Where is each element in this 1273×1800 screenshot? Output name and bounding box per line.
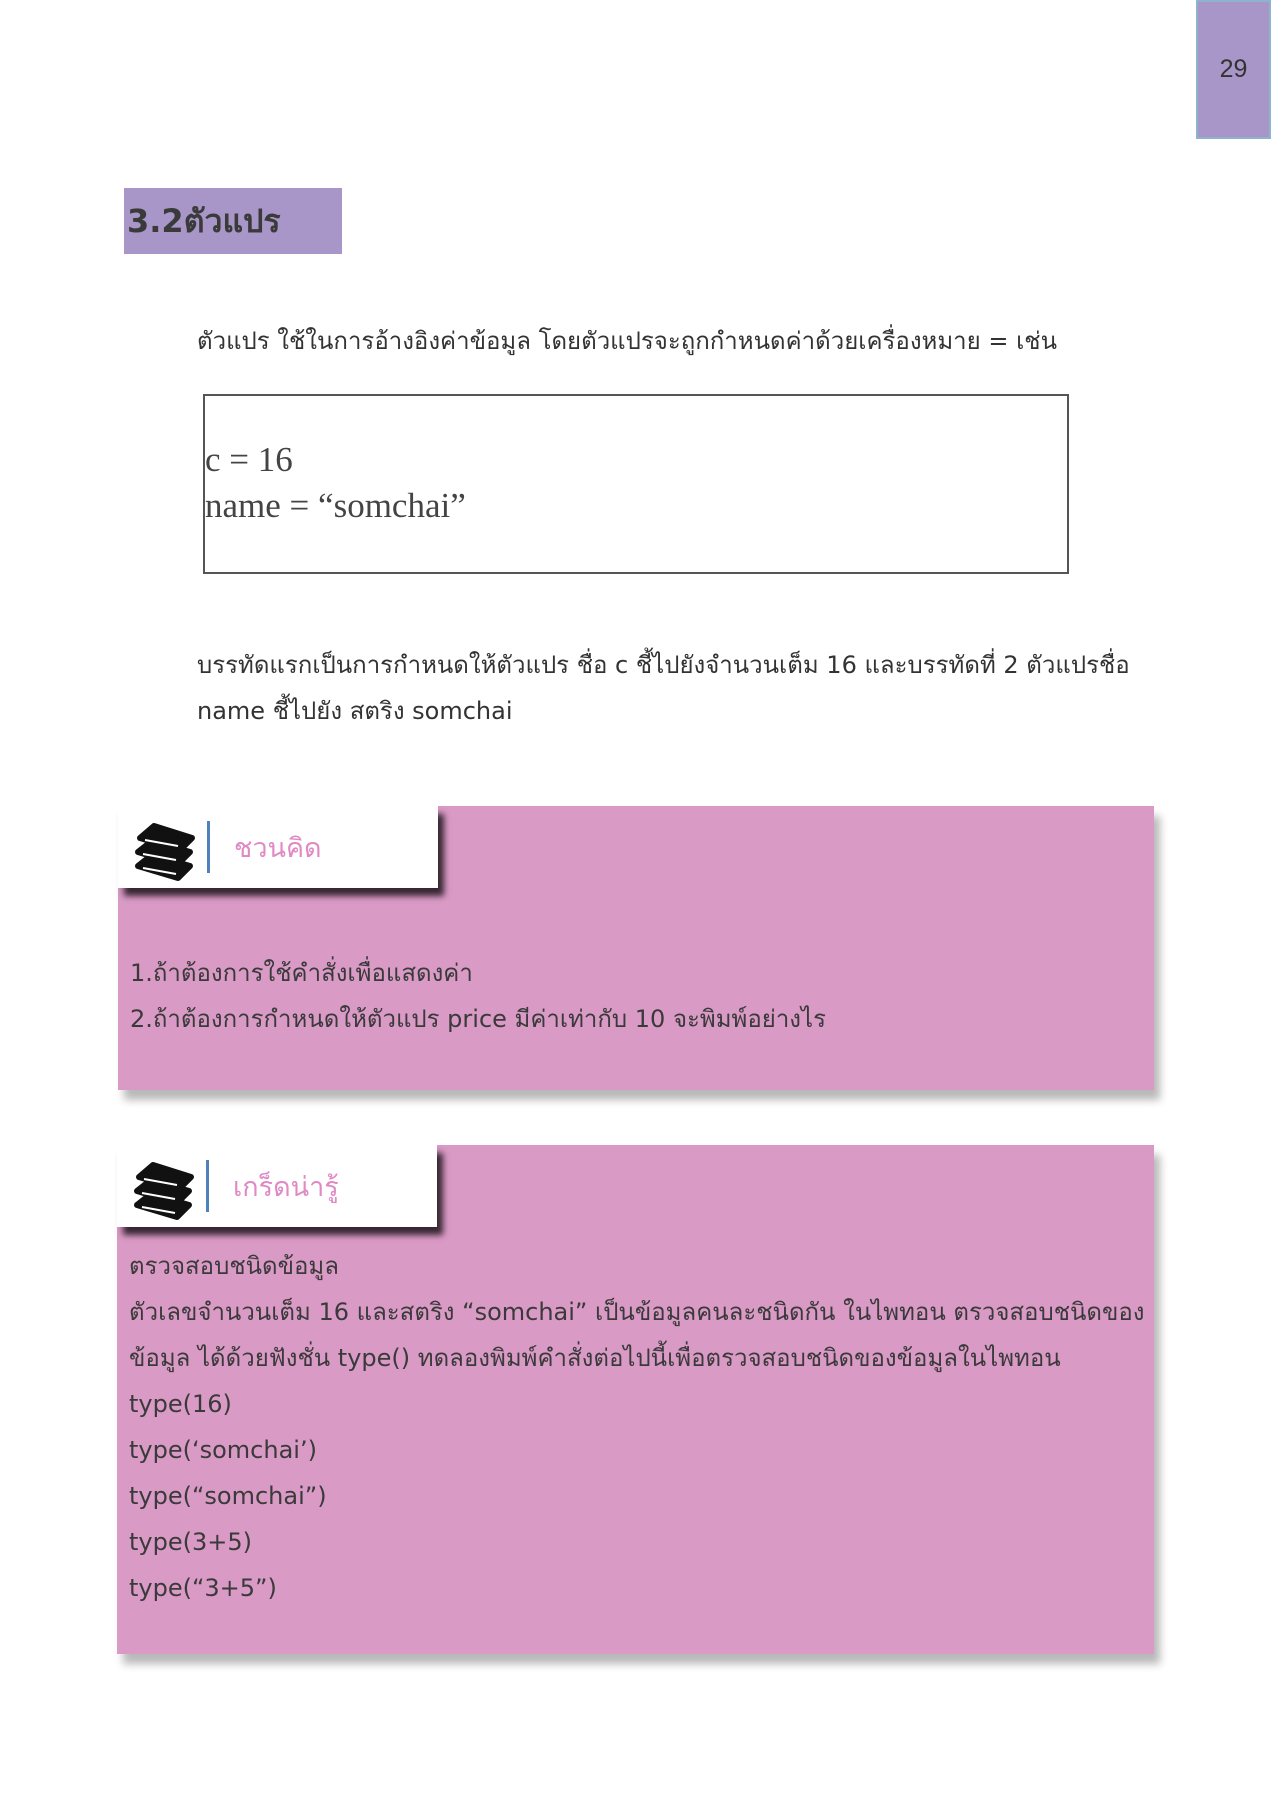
think-callout: [118, 806, 1154, 1090]
know-code-line: type(“somchai”): [129, 1482, 327, 1510]
header-divider: [206, 1160, 209, 1212]
explanation-line: name ชี้ไปยัง สตริง somchai: [197, 697, 513, 725]
think-item: 2.ถ้าต้องการกำหนดให้ตัวแปร price มีค่าเท่ากับ 10 จะพิมพ์อย่างไร: [130, 1005, 826, 1033]
think-callout-header: [118, 806, 438, 888]
know-code-line: type(‘somchai’): [129, 1436, 317, 1464]
header-divider: [207, 821, 210, 873]
know-code-line: type(16): [129, 1390, 232, 1418]
intro-paragraph: ตัวแปร ใช้ในการอ้างอิงค่าข้อมูล โดยตัวแปรจะถูกกำหนดค่าด้วยเครื่องหมาย = เช่น: [197, 327, 1057, 355]
think-callout-title: ชวนคิด: [234, 833, 322, 864]
know-code-line: type(“3+5”): [129, 1574, 277, 1602]
know-callout-title: เกร็ดน่ารู้: [233, 1172, 339, 1203]
section-heading: 3.2ตัวแปร: [124, 188, 342, 254]
code-line: name = “somchai”: [205, 486, 466, 525]
know-line: ตรวจสอบชนิดข้อมูล: [129, 1252, 339, 1280]
know-line: ตัวเลขจำนวนเต็ม 16 และสตริง “somchai” เป็นข้อมูลคนละชนิดกัน ในไพทอน ตรวจสอบชนิดของ: [129, 1298, 1145, 1326]
think-callout-body: [130, 950, 826, 1042]
explanation-line: บรรทัดแรกเป็นการกำหนดให้ตัวแปร ชื่อ c ชี้ไปยังจำนวนเต็ม 16 และบรรทัดที่ 2 ตัวแปรชื่อ: [197, 651, 1130, 679]
code-line: c = 16: [205, 440, 293, 479]
page-number: 29: [1219, 55, 1248, 83]
know-callout-header: [117, 1145, 437, 1227]
know-code-line: type(3+5): [129, 1528, 252, 1556]
page-number-tab: [1196, 0, 1271, 139]
code-example-box: [203, 394, 1069, 574]
know-callout: [117, 1145, 1154, 1654]
books-icon: [129, 1153, 195, 1221]
books-icon: [130, 814, 196, 882]
know-callout-body: [129, 1243, 1145, 1611]
think-item: 1.ถ้าต้องการใช้คำสั่งเพื่อแสดงค่า: [130, 959, 473, 987]
explanation-paragraph: [197, 642, 1130, 734]
know-line: ข้อมูล ได้ด้วยฟังชั่น type() ทดลองพิมพ์คำสั่งต่อไปนี้เพื่อตรวจสอบชนิดของข้อมูลในไพทอน: [129, 1344, 1061, 1372]
